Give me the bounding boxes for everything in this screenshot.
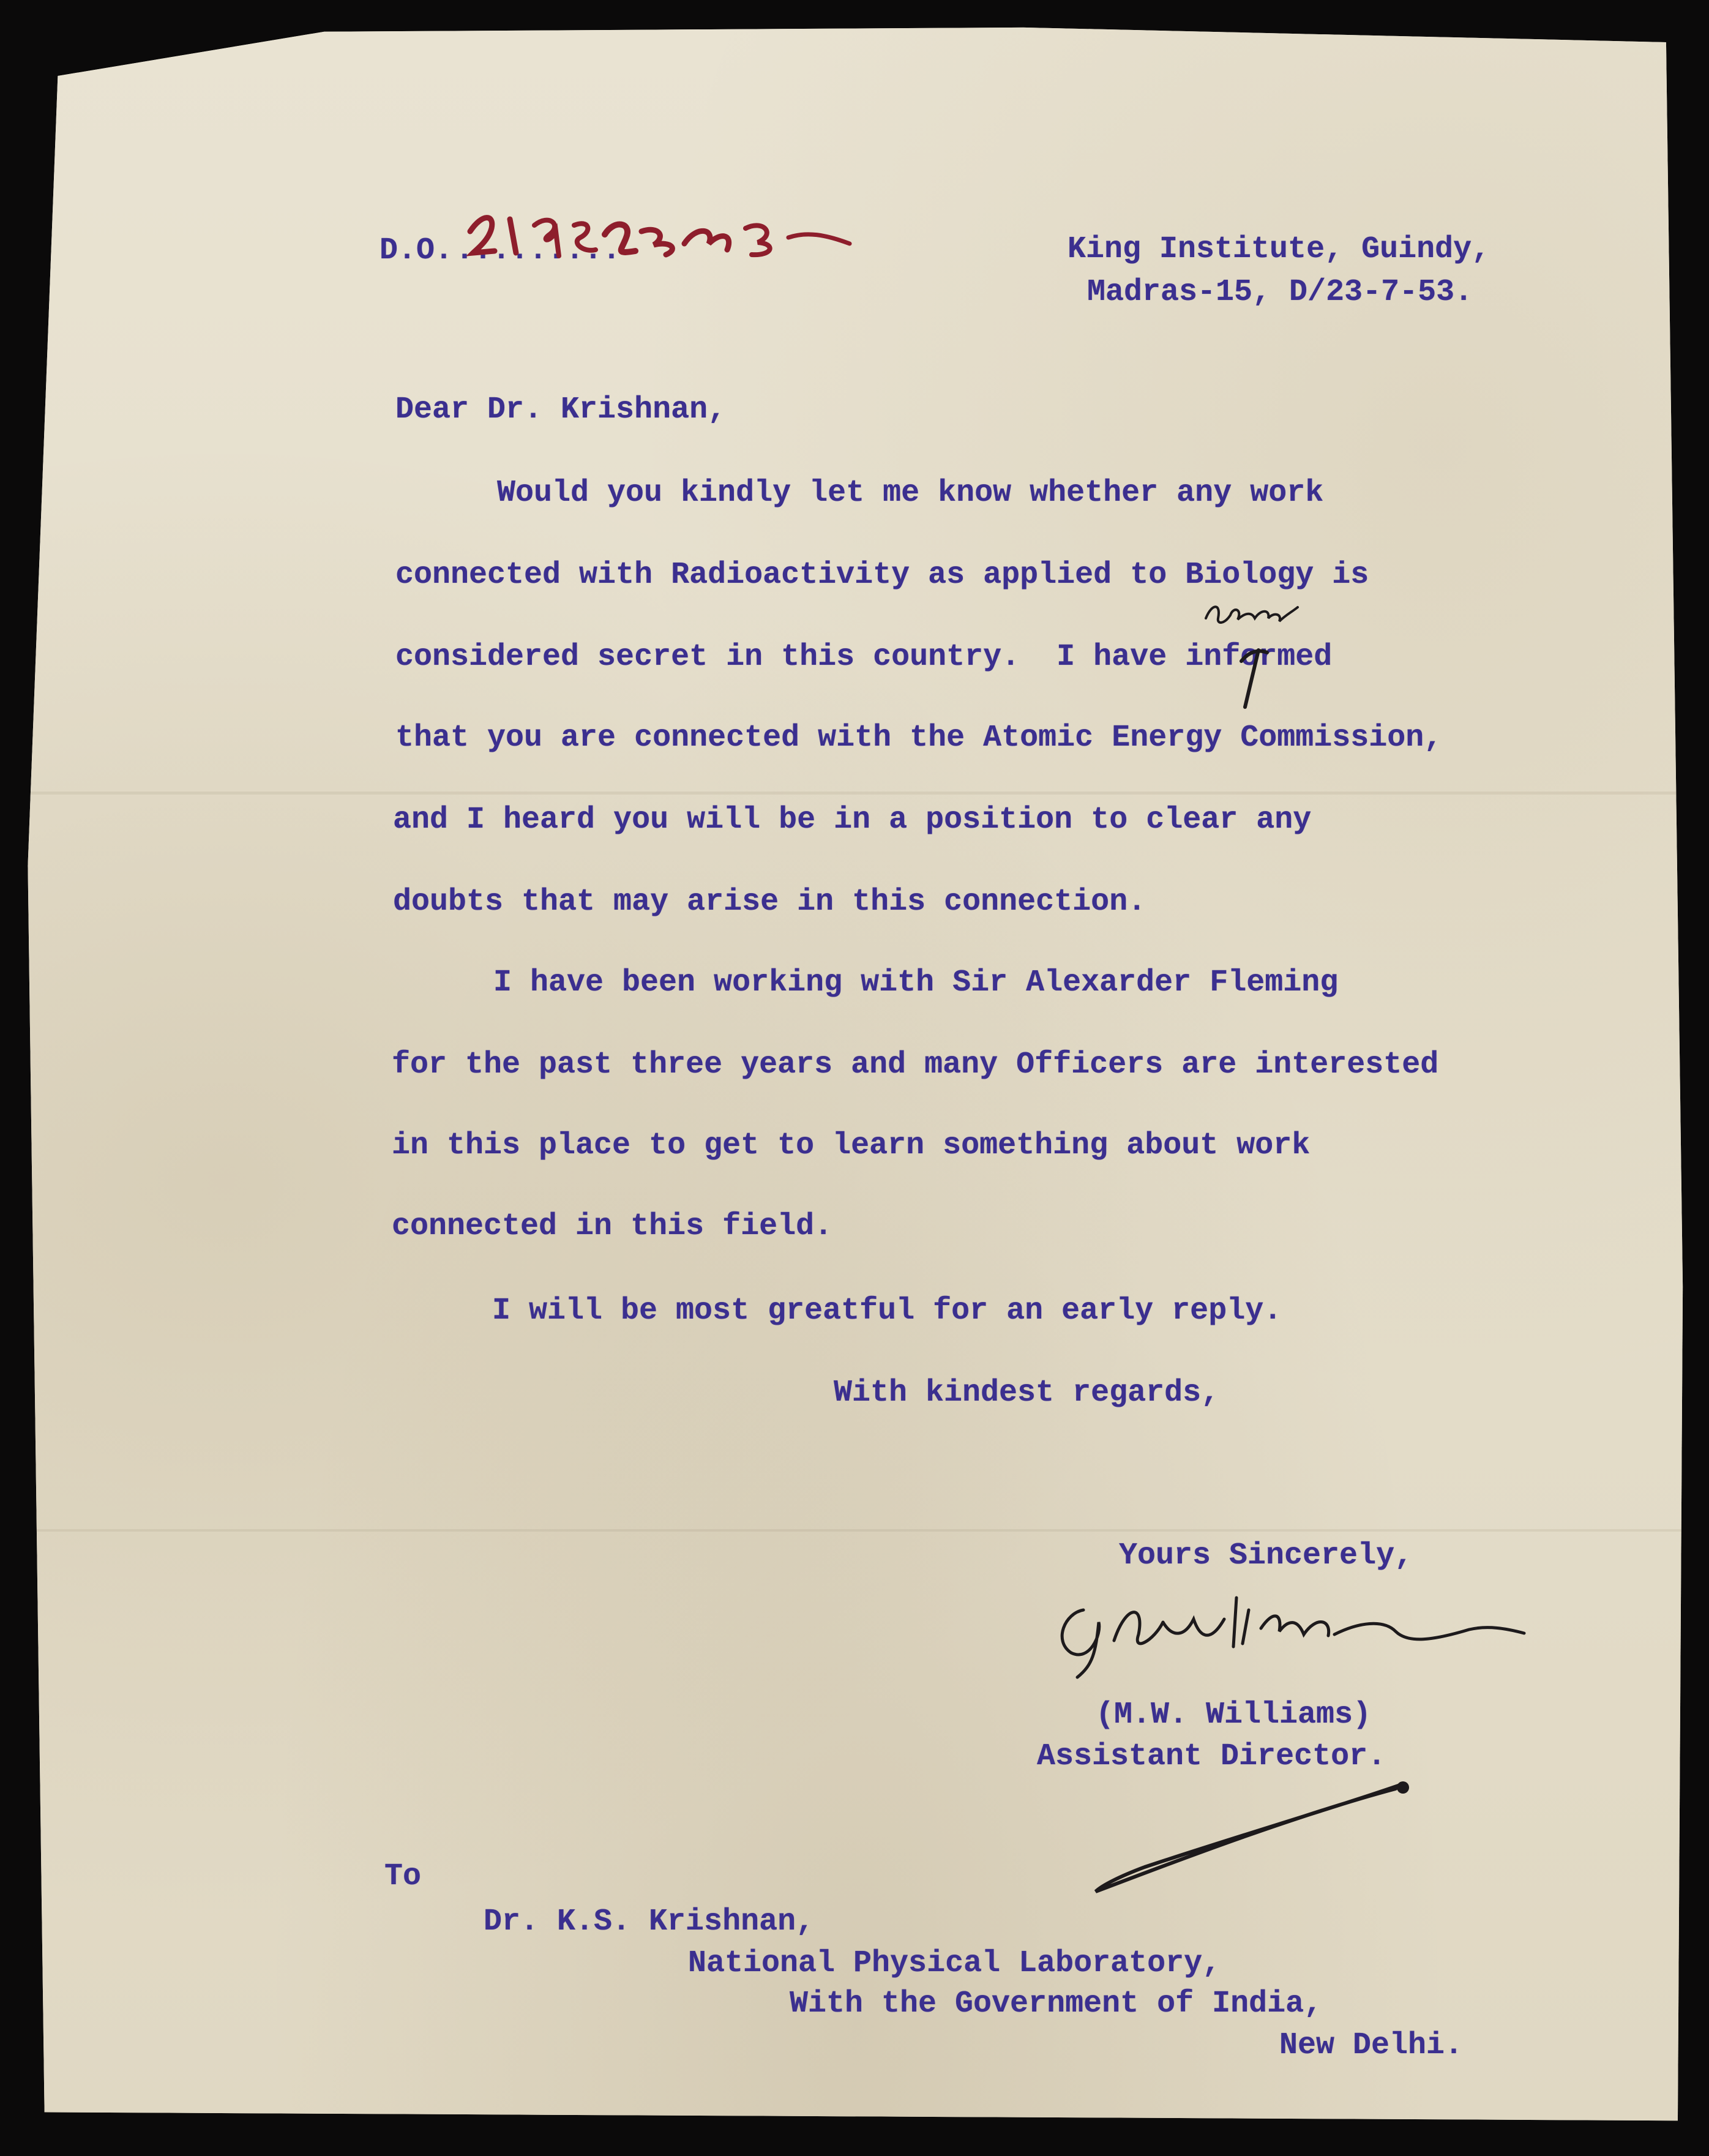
- signatory-name: (M.W. Williams): [1096, 1697, 1372, 1732]
- body-line: that you are connected with the Atomic Energy Commission,: [395, 721, 1443, 755]
- recipient-city: New Delhi.: [1279, 2028, 1464, 2063]
- body-line: and I heard you will be in a position to clear any: [393, 803, 1312, 837]
- reference-dots: .........: [455, 233, 621, 268]
- body-line: considered secret in this country. I have informed: [395, 640, 1333, 675]
- handwritten-reference-number: [458, 207, 862, 262]
- recipient-name: Dr. K.S. Krishnan,: [484, 1904, 815, 1939]
- handwritten-insertion: [1200, 600, 1359, 710]
- reference-prefix: D.O.: [380, 233, 454, 268]
- salutation: Dear Dr. Krishnan,: [395, 392, 727, 427]
- body-line: Would you kindly let me know whether any work: [497, 476, 1324, 511]
- body-line: for the past three years and many Officers are interested: [392, 1047, 1439, 1082]
- recipient-to-label: To: [384, 1859, 422, 1894]
- body-line: connected with Radioactivity as applied to Biology is: [395, 558, 1369, 593]
- closing-sincerely: Yours Sincerely,: [1119, 1538, 1413, 1573]
- pen-stroke-mark: [1053, 1763, 1420, 1904]
- body-line: connected in this field.: [392, 1209, 833, 1244]
- signatory-title: Assistant Director.: [1037, 1739, 1386, 1774]
- sender-address-line1: King Institute, Guindy,: [1068, 232, 1490, 267]
- sender-address-line2: Madras-15, D/23-7-53.: [1087, 275, 1473, 310]
- paper-fold: [24, 792, 1689, 795]
- body-line: doubts that may arise in this connection.: [393, 885, 1146, 919]
- closing-regards: With kindest regards,: [834, 1376, 1220, 1410]
- signature: [1041, 1585, 1530, 1683]
- body-line: in this place to get to learn something about work: [392, 1128, 1311, 1163]
- body-line: I will be most greatful for an early reply.: [492, 1293, 1282, 1328]
- body-line: I have been working with Sir Alexarder Fleming: [493, 965, 1339, 1000]
- recipient-organization: National Physical Laboratory,: [688, 1946, 1221, 1981]
- recipient-government: With the Government of India,: [790, 1986, 1323, 2021]
- paper-fold: [24, 1529, 1689, 1532]
